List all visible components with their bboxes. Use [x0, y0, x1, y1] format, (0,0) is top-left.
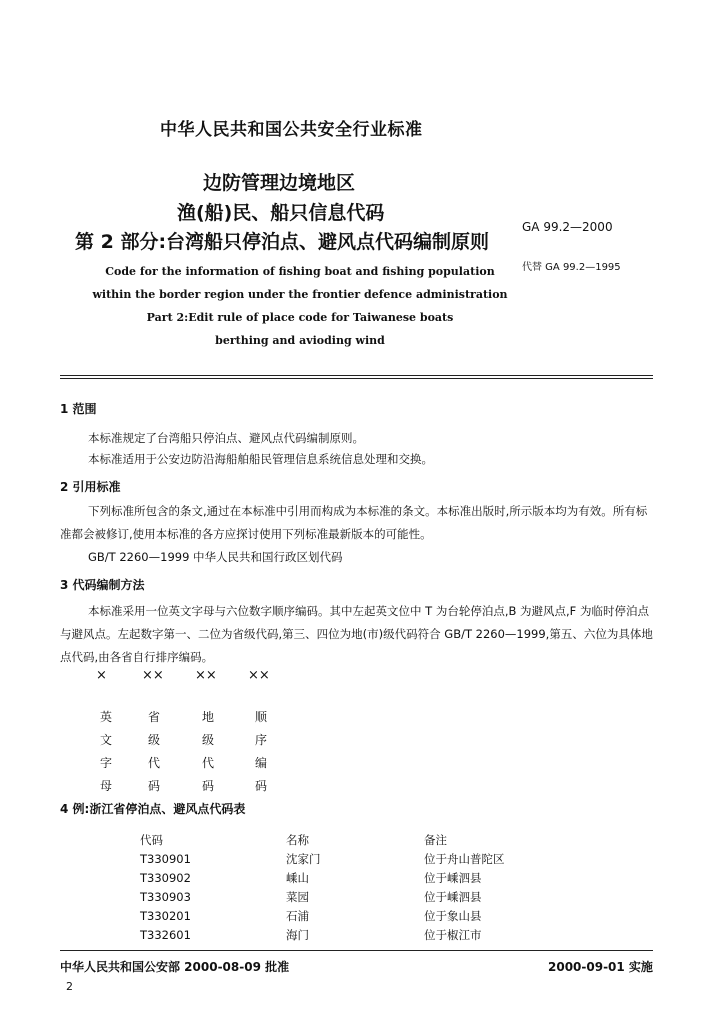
column-header-code: 代码	[140, 832, 163, 847]
cell-name: 嵊山	[286, 870, 309, 885]
cell-code: T330901	[140, 851, 191, 866]
cell-remark: 位于嵊泗县	[424, 870, 482, 885]
english-title-line-3: Part 2:Edit rule of place code for Taiwanese boats	[146, 311, 454, 324]
legend-char: 地	[201, 710, 214, 724]
cell-name: 海门	[286, 927, 309, 942]
implementation-date: 2000-09-01 实施	[548, 960, 653, 974]
legend-char: 代	[201, 756, 214, 770]
legend-char: 顺	[254, 710, 267, 724]
table-row	[140, 887, 574, 906]
cell-name: 菜园	[286, 889, 309, 904]
cell-remark: 位于象山县	[424, 908, 482, 923]
english-title-line-1: Code for the information of fishing boat and fishing population	[105, 265, 495, 278]
section-1-para-1: 本标准规定了台湾船只停泊点、避风点代码编制原则。	[88, 431, 364, 445]
cell-remark: 位于舟山普陀区	[424, 851, 505, 866]
cell-code: T330903	[140, 889, 191, 904]
title-line-2: 渔(船)民、船只信息代码	[177, 202, 385, 224]
section-3-heading: 3 代码编制方法	[60, 578, 145, 592]
legend-char: 文	[99, 733, 112, 747]
standard-number: GA 99.2—2000	[522, 220, 613, 234]
approval-line: 中华人民共和国公安部 2000-08-09 批准	[60, 960, 290, 974]
column-header-remark: 备注	[424, 832, 447, 847]
table-row	[140, 925, 574, 944]
page-number: 2	[66, 980, 73, 993]
table-row	[140, 868, 574, 887]
legend-char: 字	[99, 756, 112, 770]
legend-char: 码	[201, 779, 214, 793]
legend-char: 级	[147, 733, 160, 747]
section-4-heading: 4 例:浙江省停泊点、避风点代码表	[60, 802, 246, 816]
cell-remark: 位于椒江市	[424, 927, 482, 942]
legend-sequence-code	[253, 706, 269, 798]
column-header-name: 名称	[286, 832, 309, 847]
title-line-3: 第 2 部分:台湾船只停泊点、避风点代码编制原则	[75, 231, 490, 253]
english-title-line-2: within the border region under the frontier defence administration	[92, 288, 508, 301]
footer-divider	[60, 950, 653, 951]
legend-char: 编	[254, 756, 267, 770]
code-pattern-letter: ×	[96, 668, 107, 683]
code-pattern-province: ××	[142, 668, 164, 683]
table-header-row	[140, 830, 574, 849]
legend-char: 级	[201, 733, 214, 747]
divider-bottom	[60, 378, 653, 379]
cell-code: T330902	[140, 870, 191, 885]
code-pattern-sequence: ××	[248, 668, 270, 683]
title-line-1: 边防管理边境地区	[203, 172, 356, 194]
legend-province-code	[146, 706, 162, 798]
section-2-heading: 2 引用标准	[60, 480, 121, 494]
section-3-paragraph	[60, 600, 653, 669]
cell-code: T332601	[140, 927, 191, 942]
cell-code: T330201	[140, 908, 191, 923]
legend-char: 代	[147, 756, 160, 770]
section-1-heading: 1 范围	[60, 402, 97, 416]
section-3-text: 本标准采用一位英文字母与六位数字顺序编码。其中左起英文位中 T 为台轮停泊点,B 为避风点,F 为临时停泊点与避风点。左起数字第一、二位为省级代码,第三、四位为地(市)级代码符合 GB/T 2260—1999,第五、六位为具体地点代码,由各省自行排序编码。	[60, 604, 653, 664]
issuer-header: 中华人民共和国公共安全行业标准	[160, 120, 423, 140]
table-row	[140, 849, 574, 868]
replaces-standard: 代替 GA 99.2—1995	[522, 262, 621, 273]
divider-top	[60, 375, 653, 376]
table-row	[140, 906, 574, 925]
cell-remark: 位于嵊泗县	[424, 889, 482, 904]
section-2-reference: GB/T 2260—1999 中华人民共和国行政区划代码	[88, 550, 343, 564]
legend-english-letter	[98, 706, 114, 798]
legend-char: 省	[147, 710, 160, 724]
cell-name: 石浦	[286, 908, 309, 923]
section-2-paragraph	[60, 500, 653, 546]
section-2-text: 下列标准所包含的条文,通过在本标准中引用而构成为本标准的条文。本标准出版时,所示版本均为有效。所有标准都会被修订,使用本标准的各方应探讨使用下列标准最新版本的可能性。	[60, 504, 648, 541]
cell-name: 沈家门	[286, 851, 321, 866]
legend-char: 码	[254, 779, 267, 793]
legend-char: 母	[99, 779, 112, 793]
code-table	[140, 830, 574, 944]
legend-city-code	[200, 706, 216, 798]
english-title-line-4: berthing and avioding wind	[215, 334, 385, 347]
legend-char: 英	[99, 710, 112, 724]
legend-char: 序	[254, 733, 267, 747]
legend-char: 码	[147, 779, 160, 793]
code-pattern-city: ××	[195, 668, 217, 683]
section-1-para-2: 本标准适用于公安边防沿海船舶船民管理信息系统信息处理和交换。	[88, 452, 433, 466]
